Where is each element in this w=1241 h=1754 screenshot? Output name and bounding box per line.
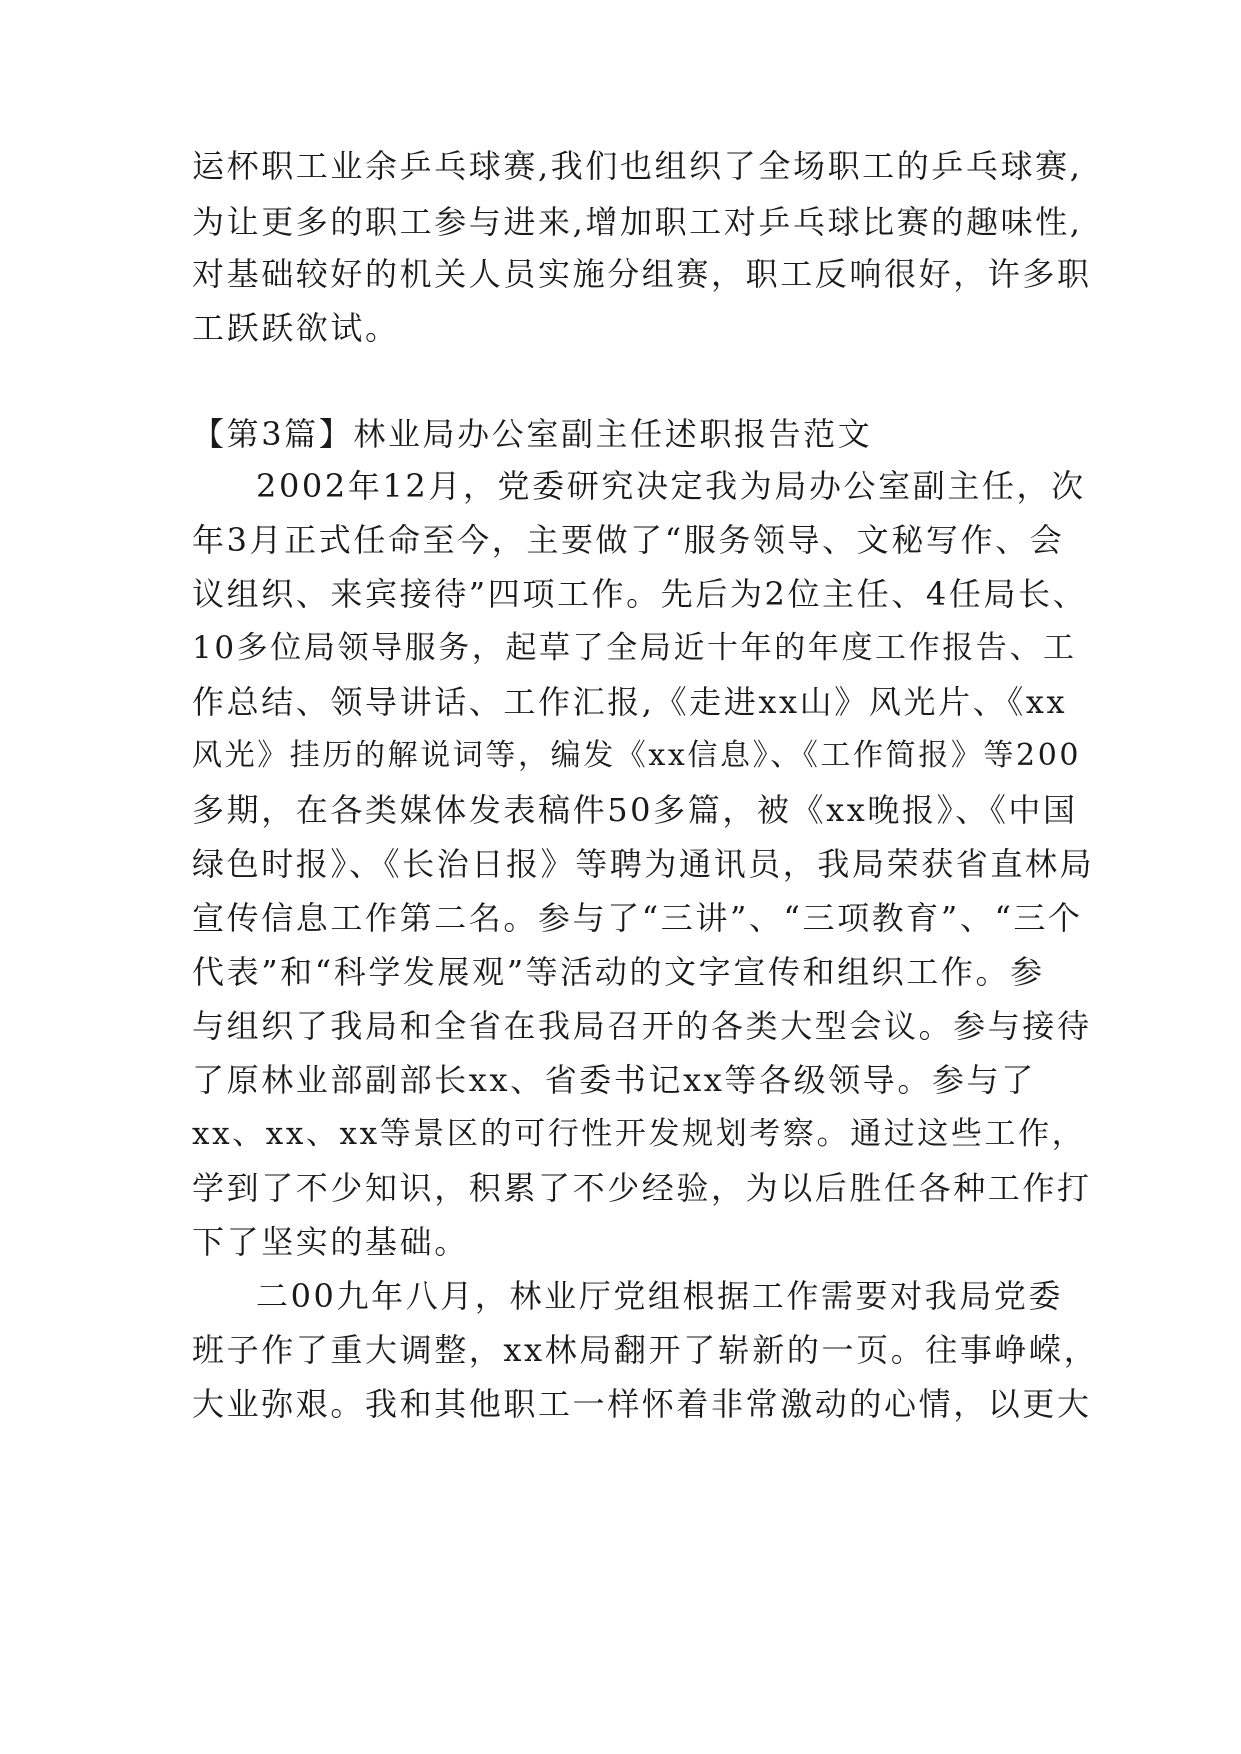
text-line: 代表”和“科学发展观”等活动的文字宣传和组织工作。参: [192, 953, 1045, 991]
text-line: 议组织、来宾接待”四项工作。先后为2位主任、4任局长、: [192, 575, 1088, 613]
text-line: 多期，在各类媒体发表稿件50多篇，被《xx晚报》、《中国: [192, 791, 1078, 829]
text-line: 年3月正式任命至今，主要做了“服务领导、文秘写作、会: [192, 521, 1065, 559]
text-line: 学到了不少知识，积累了不少经验，为以后胜任各种工作打: [192, 1169, 1092, 1207]
text-line: 二00九年八月，林业厅党组根据工作需要对我局党委: [256, 1277, 1064, 1315]
text-line: 作总结、领导讲话、工作汇报,《走进xx山》风光片、《xx: [192, 683, 1068, 721]
section-heading: 【第3篇】林业局办公室副主任述职报告范文: [192, 415, 873, 453]
text-line: 10多位局领导服务，起草了全局近十年的年度工作报告、工: [192, 630, 1077, 666]
text-line: 班子作了重大调整，xx林局翻开了崭新的一页。往事峥嵘，: [192, 1331, 1099, 1369]
text-line: 与组织了我局和全省在我局召开的各类大型会议。参与接待: [192, 1007, 1092, 1045]
text-line: 大业弥艰。我和其他职工一样怀着非常激动的心情，以更大: [192, 1385, 1092, 1423]
text-line: 工跃跃欲试。: [192, 309, 400, 347]
text-line: 风光》挂历的解说词等，编发《xx信息》、《工作简报》等200: [192, 738, 1082, 773]
text-line: 绿色时报》、《长治日报》等聘为通讯员，我局荣获省直林局: [192, 845, 1095, 883]
text-line: xx、xx、xx等景区的可行性开发规划考察。通过这些工作，: [192, 1116, 1086, 1152]
text-line: 了原林业部副部长xx、省委书记xx等各级领导。参与了: [192, 1061, 1036, 1099]
text-line: 宣传信息工作第二名。参与了“三讲”、“三项教育”、“三个: [192, 899, 1083, 937]
text-line: 下了坚实的基础。: [192, 1223, 469, 1261]
text-line: 2002年12月，党委研究决定我为局办公室副主任，次: [256, 467, 1086, 505]
text-line: 为让更多的职工参与进来,增加职工对乒乓球比赛的趣味性,: [192, 203, 1083, 241]
text-line: 运杯职工业余乒乓球赛,我们也组织了全场职工的乒乓球赛,: [192, 147, 1083, 185]
text-line: 对基础较好的机关人员实施分组赛，职工反响很好，许多职: [192, 255, 1092, 293]
